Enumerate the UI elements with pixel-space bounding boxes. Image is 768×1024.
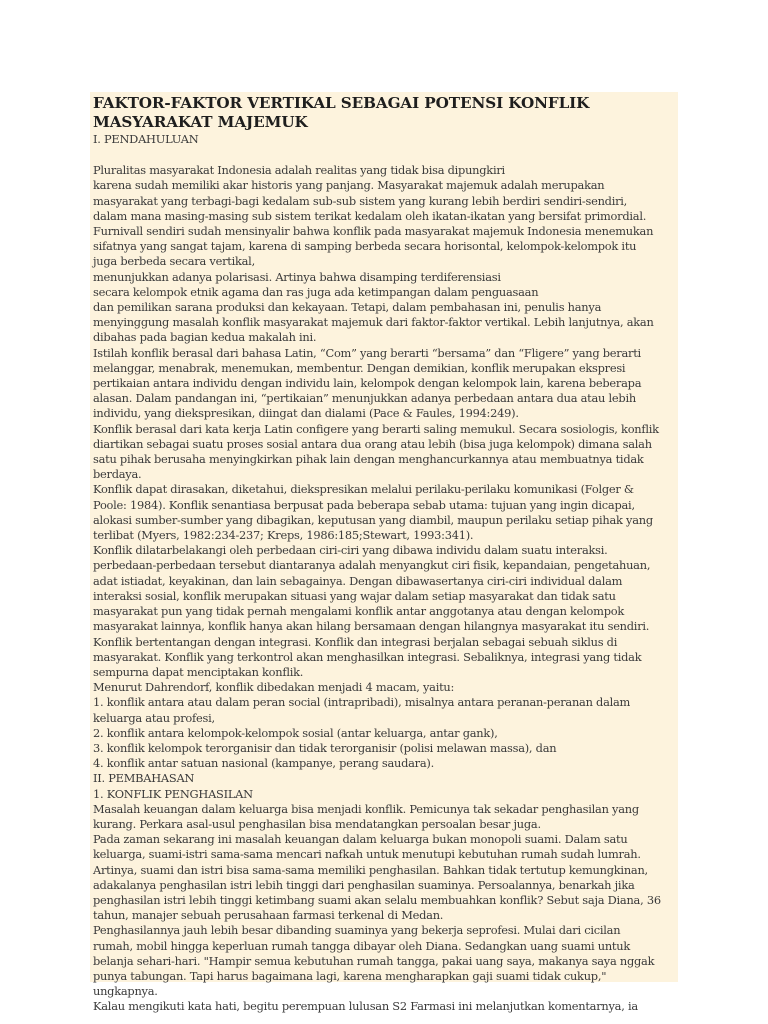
text-line: alokasi sumber-sumber yang dibagikan, keputusan yang diambil, maupun perilaku setiap pihak yang <box>93 512 653 527</box>
text-line: belanja sehari-hari. "Hampir semua kebutuhan rumah tangga, pakai uang saya, makanya saya nggak <box>93 953 655 968</box>
text-line: secara kelompok etnik agama dan ras juga ada ketimpangan dalam penguasaan <box>93 284 539 299</box>
text-line: Masalah keuangan dalam keluarga bisa menjadi konflik. Pemicunya tak sekadar penghasilan yang <box>93 801 639 816</box>
text-line: Konflik berasal dari kata kerja Latin configere yang berarti saling memukul. Secara sosiologis, konflik <box>93 421 659 436</box>
text-line: 1. KONFLIK PENGHASILAN <box>93 786 253 801</box>
text-line: satu pihak berusaha menyingkirkan pihak lain dengan menghancurkannya atau membuatnya tidak <box>93 452 644 467</box>
text-line: alasan. Dalam pandangan ini, “pertikaian” menunjukkan adanya perbedaan antara dua atau lebih <box>93 391 636 406</box>
text-line: penghasilan istri lebih tinggi ketimbang suami akan selalu membuahkan konflik? Sebut saja Diana, 36 <box>93 892 661 907</box>
text-line: rumah, mobil hingga keperluan rumah tangga dibayar oleh Diana. Sedangkan uang suami untuk <box>93 938 630 953</box>
text-line: 3. konflik kelompok terorganisir dan tidak terorganisir (polisi melawan massa), dan <box>93 740 557 755</box>
text-line: Konflik dilatarbelakangi oleh perbedaan ciri-ciri yang dibawa individu dalam suatu interaksi. <box>93 543 608 558</box>
text-line: I. PENDAHULUAN <box>93 132 199 146</box>
text-line: II. PEMBAHASAN <box>93 771 195 786</box>
text-line: 4. konflik antar satuan nasional (kampanye, perang saudara). <box>93 756 434 771</box>
text-line: adakalanya penghasilan istri lebih tinggi dari penghasilan suaminya. Persoalannya, benarkah jika <box>93 877 635 892</box>
text-line: masyarakat yang terbagi-bagi kedalam sub-sub sistem yang kurang lebih berdiri sendiri-sendiri, <box>93 193 628 208</box>
text-line: dan pemilikan sarana produksi dan kekayaan. Tetapi, dalam pembahasan ini, penulis hanya <box>93 300 602 315</box>
document-text <box>93 132 674 1015</box>
text-line: Penghasilannya jauh lebih besar dibanding suaminya yang bekerja seprofesi. Mulai dari cicilan <box>93 923 621 938</box>
title-line: MASYARAKAT MAJEMUK <box>93 113 308 131</box>
text-line: punya tabungan. Tapi harus bagaimana lagi, karena mengharapkan gaji suami tidak cukup," <box>93 968 607 983</box>
text-line: berdaya. <box>93 467 142 482</box>
text-line: Istilah konflik berasal dari bahasa Latin, “Com” yang berarti “bersama” dan “Fligere” yang berarti <box>93 345 641 360</box>
text-line: menyinggung masalah konflik masyarakat majemuk dari faktor-faktor vertikal. Lebih lanjutnya, akan <box>93 315 654 330</box>
text-line: interaksi sosial, konflik merupakan situasi yang wajar dalam setiap masyarakat dan tidak satu <box>93 588 616 603</box>
text-line: Poole: 1984). Konflik senantiasa berpusat pada beberapa sebab utama: tujuan yang ingin dicapai, <box>93 497 635 512</box>
text-line: kurang. Perkara asal-usul penghasilan bisa mendatangkan persoalan besar juga. <box>93 816 541 831</box>
document-page <box>90 92 678 1014</box>
text-line: keluarga atau profesi, <box>93 710 215 725</box>
text-line: individu, yang diekspresikan, diingat dan dialami (Pace & Faules, 1994:249). <box>93 406 519 421</box>
document-body <box>90 92 678 1015</box>
text-line: Menurut Dahrendorf, konflik dibedakan menjadi 4 macam, yaitu: <box>93 680 455 695</box>
text-line: dalam mana masing-masing sub sistem terikat kedalam oleh ikatan-ikatan yang bersifat primordial. <box>93 208 647 223</box>
text-line: terlibat (Myers, 1982:234-237; Kreps, 1986:185;Stewart, 1993:341). <box>93 528 474 543</box>
text-line: Kalau mengikuti kata hati, begitu perempuan lulusan S2 Farmasi ini melanjutkan komentarnya, ia <box>93 999 638 1014</box>
text-line: dibahas pada bagian kedua makalah ini. <box>93 330 317 345</box>
text-line: masyarakat pun yang tidak pernah mengalami konflik antar anggotanya atau dengan kelompok <box>93 604 625 619</box>
blank-line <box>93 147 674 163</box>
text-line: tahun, manajer sebuah perusahaan farmasi terkenal di Medan. <box>93 908 444 923</box>
title-line: FAKTOR-FAKTOR VERTIKAL SEBAGAI POTENSI KONFLIK <box>93 94 590 112</box>
text-line: Pada zaman sekarang ini masalah keuangan dalam keluarga bukan monopoli suami. Dalam satu <box>93 832 628 847</box>
text-line: karena sudah memiliki akar historis yang panjang. Masyarakat majemuk adalah merupakan <box>93 178 605 193</box>
text-line: Konflik bertentangan dengan integrasi. Konflik dan integrasi berjalan sebagai sebuah siklus di <box>93 634 618 649</box>
document-title <box>93 94 674 132</box>
text-line: 1. konflik antara atau dalam peran social (intrapribadi), misalnya antara peranan-peranan dalam <box>93 695 631 710</box>
text-line: sifatnya yang sangat tajam, karena di samping berbeda secara horisontal, kelompok-kelompok itu <box>93 239 637 254</box>
text-line: menunjukkan adanya polarisasi. Artinya bahwa disamping terdiferensiasi <box>93 269 501 284</box>
text-line: pertikaian antara individu dengan individu lain, kelompok dengan kelompok lain, karena beberapa <box>93 376 642 391</box>
text-line: masyarakat lainnya, konflik hanya akan hilang bersamaan dengan hilangnya masyarakat itu sendiri. <box>93 619 650 634</box>
text-line: keluarga, suami-istri sama-sama mencari nafkah untuk menutupi kebutuhan rumah sudah lumrah. <box>93 847 641 862</box>
text-line: ungkapnya. <box>93 984 158 999</box>
text-line: Pluralitas masyarakat Indonesia adalah realitas yang tidak bisa dipungkiri <box>93 163 505 178</box>
text-line: adat istiadat, keyakinan, dan lain sebagainya. Dengan dibawasertanya ciri-ciri individual dalam <box>93 573 623 588</box>
text-line: Konflik dapat dirasakan, diketahui, diekspresikan melalui perilaku-perilaku komunikasi (Folger & <box>93 482 634 497</box>
text-line: Furnivall sendiri sudah mensinyalir bahwa konflik pada masyarakat majemuk Indonesia menemukan <box>93 224 654 239</box>
text-line: perbedaan-perbedaan tersebut diantaranya adalah menyangkut ciri fisik, kepandaian, pengetahuan, <box>93 558 651 573</box>
text-line: sempurna dapat menciptakan konflik. <box>93 664 304 679</box>
text-line: juga berbeda secara vertikal, <box>93 254 255 269</box>
text-line: Artinya, suami dan istri bisa sama-sama memiliki penghasilan. Bahkan tidak tertutup kemungkinan, <box>93 862 648 877</box>
text-line: 2. konflik antara kelompok-kelompok sosial (antar keluarga, antar gank), <box>93 725 498 740</box>
text-line: masyarakat. Konflik yang terkontrol akan menghasilkan integrasi. Sebaliknya, integrasi yang tidak <box>93 649 642 664</box>
text-line: diartikan sebagai suatu proses sosial antara dua orang atau lebih (bisa juga kelompok) dimana salah <box>93 436 652 451</box>
text-line: melanggar, menabrak, menemukan, membentur. Dengan demikian, konflik merupakan ekspresi <box>93 360 626 375</box>
